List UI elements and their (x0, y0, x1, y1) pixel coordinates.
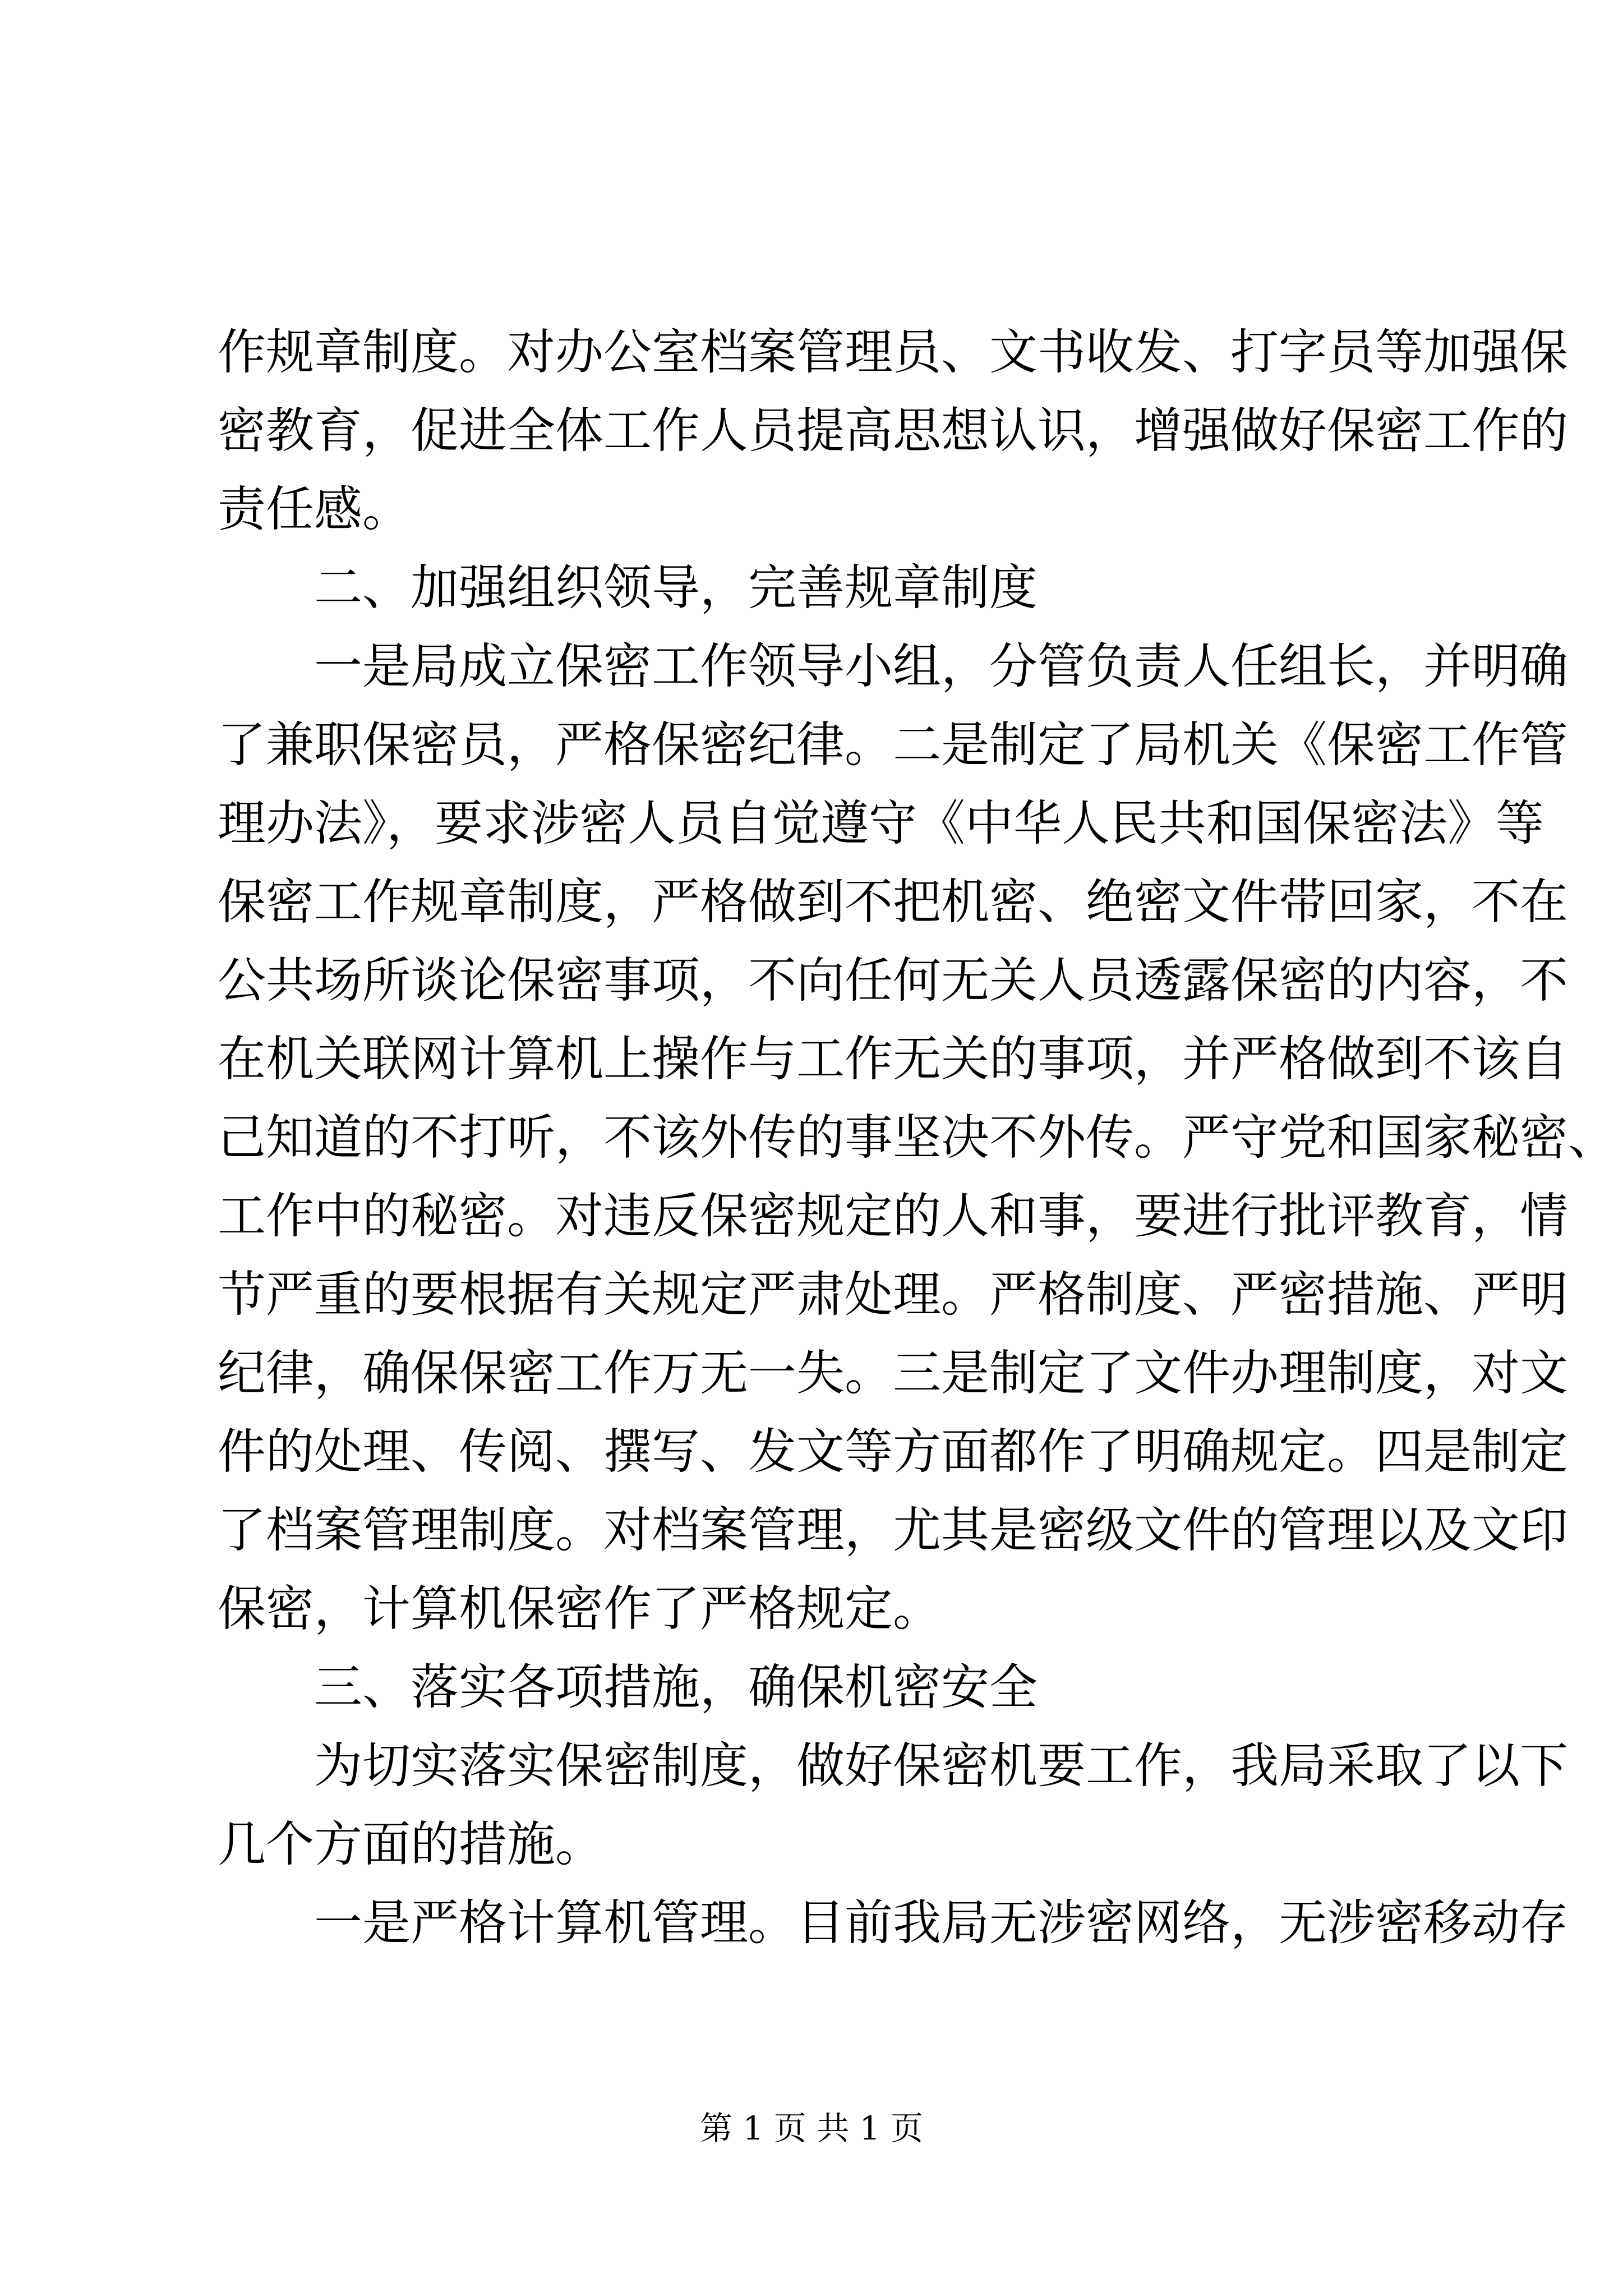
text-line: 了兼职保密员，严格保密纪律。二是制定了局机关《保密工作管 (218, 717, 1568, 773)
text-line: 作规章制度。对办公室档案管理员、文书收发、打字员等加强保 (218, 324, 1568, 380)
text-line: 责任感。 (218, 481, 411, 537)
text-line: 保密工作规章制度，严格做到不把机密、绝密文件带回家，不在 (218, 874, 1568, 930)
text-line: 件的处理、传阅、撰写、发文等方面都作了明确规定。四是制定 (218, 1424, 1568, 1480)
text-line: 工作中的秘密。对违反保密规定的人和事，要进行批评教育，情 (218, 1188, 1568, 1244)
text-line: 一是严格计算机管理。目前我局无涉密网络，无涉密移动存 (218, 1895, 1568, 1951)
text-line: 为切实落实保密制度，做好保密机要工作，我局采取了以下 (218, 1738, 1568, 1794)
text-line: 己知道的不打听，不该外传的事坚决不外传。严守党和国家秘密、 (218, 1110, 1616, 1166)
text-line: 公共场所谈论保密事项，不向任何无关人员透露保密的内容，不 (218, 953, 1568, 1009)
text-line: 纪律，确保保密工作万无一失。三是制定了文件办理制度，对文 (218, 1345, 1568, 1401)
text-line: 理办法》，要求涉密人员自觉遵守《中华人民共和国保密法》等 (218, 795, 1544, 852)
text-line: 密教育，促进全体工作人员提高思想认识，增强做好保密工作的 (218, 403, 1568, 459)
section-heading: 三、落实各项措施，确保机密安全 (218, 1659, 1038, 1715)
text-line: 一是局成立保密工作领导小组，分管负责人任组长，并明确 (218, 638, 1568, 694)
text-line: 几个方面的措施。 (218, 1816, 603, 1872)
text-line: 了档案管理制度。对档案管理，尤其是密级文件的管理以及文印 (218, 1502, 1568, 1558)
text-line: 在机关联网计算机上操作与工作无关的事项，并严格做到不该自 (218, 1031, 1568, 1087)
text-line: 保密，计算机保密作了严格规定。 (218, 1581, 941, 1637)
page-number-footer: 第 1 页 共 1 页 (700, 2109, 923, 2147)
text-line: 节严重的要根据有关规定严肃处理。严格制度、严密措施、严明 (218, 1267, 1568, 1323)
section-heading: 二、加强组织领导，完善规章制度 (218, 560, 1038, 616)
